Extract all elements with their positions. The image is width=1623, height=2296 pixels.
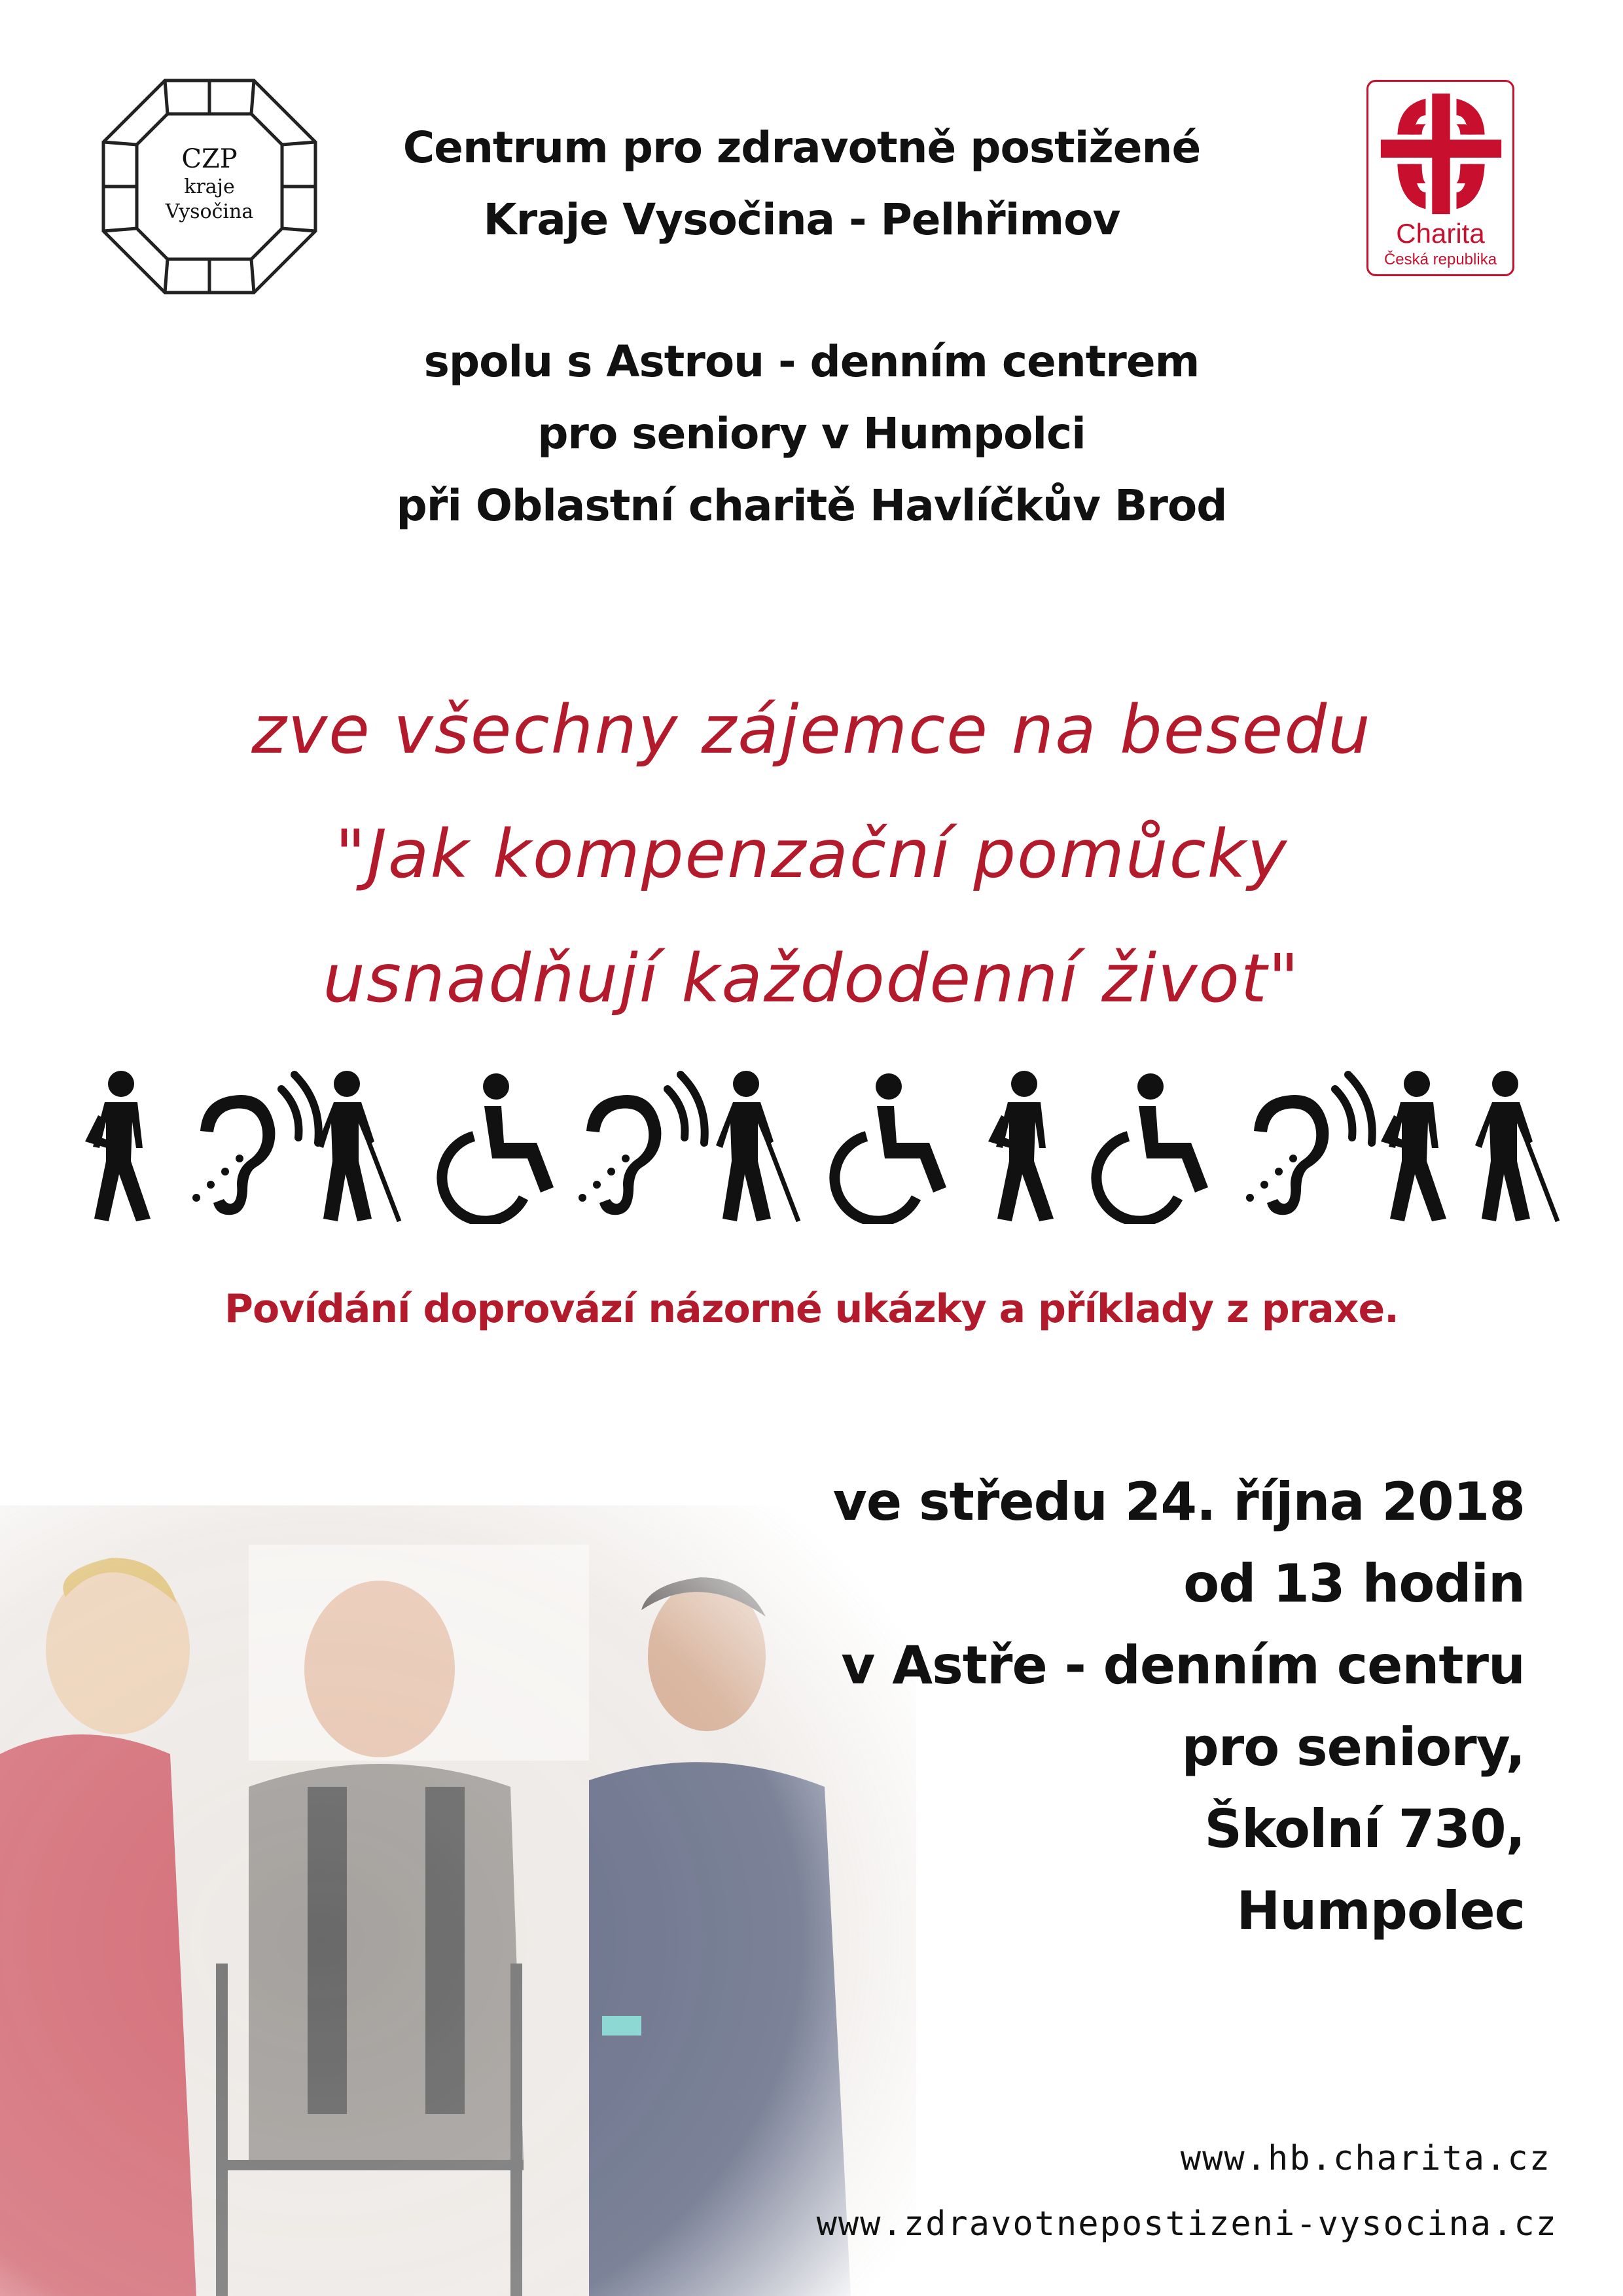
hearing-impaired-icon [192, 1075, 319, 1215]
hearing-impaired-icon [579, 1075, 705, 1215]
arm-sling-person-icon [85, 1071, 151, 1221]
czp-logo [101, 79, 317, 295]
arm-sling-person-icon [988, 1071, 1054, 1221]
website-charita[interactable]: www.hb.charita.cz [1180, 2139, 1551, 2178]
wheelchair-icon [1096, 1073, 1208, 1221]
event-city: Humpolec [1236, 1880, 1525, 1941]
event-street: Školní 730, [1204, 1799, 1525, 1859]
charita-logo-subtitle: Česká republika [1383, 251, 1497, 268]
talk-subtitle: Povídání doprovází názorné ukázky a příklady z praxe. [224, 1286, 1399, 1332]
charita-cross-icon [1377, 90, 1505, 218]
blind-person-cane-icon [1475, 1071, 1558, 1221]
partner-line-2: pro seniory v Humpolci [537, 408, 1086, 459]
organizer-line-1: Centrum pro zdravotně postižené [402, 122, 1201, 173]
disability-icon-row [59, 1067, 1564, 1224]
charita-logo [1366, 80, 1514, 276]
charita-logo-name: Charita [1396, 218, 1485, 249]
organizer-line-2: Kraje Vysočina - Pelhřimov [483, 194, 1120, 245]
invitation-line-2: "Jak kompenzační pomůcky [334, 816, 1289, 893]
event-place-2: pro seniory, [1181, 1717, 1525, 1778]
hearing-impaired-icon [1246, 1075, 1372, 1215]
partner-line-1: spolu s Astrou - denním centrem [423, 336, 1200, 387]
czp-logo-text-1: CZP [181, 144, 238, 174]
arm-sling-person-icon [1381, 1071, 1446, 1221]
blind-person-cane-icon [317, 1071, 399, 1221]
wheelchair-icon [834, 1073, 946, 1221]
event-date: ve středu 24. října 2018 [832, 1471, 1525, 1532]
czp-logo-text-2: kraje [184, 175, 235, 198]
invitation-line-3: usnadňují každodenní život" [323, 940, 1300, 1018]
seniors-photo [0, 1505, 916, 2296]
event-place-1: v Astře - denním centru [841, 1635, 1525, 1696]
blind-person-cane-icon [716, 1071, 798, 1221]
partner-line-3: při Oblastní charitě Havlíčkův Brod [396, 480, 1227, 531]
czp-logo-text-3: Vysočina [165, 200, 254, 223]
invitation-line-1: zve všechny zájemce na besedu [251, 691, 1372, 769]
wheelchair-icon [442, 1073, 554, 1221]
event-time: od 13 hodin [1183, 1553, 1525, 1614]
website-czp[interactable]: www.zdravotnepostizeni-vysocina.cz [816, 2204, 1558, 2244]
